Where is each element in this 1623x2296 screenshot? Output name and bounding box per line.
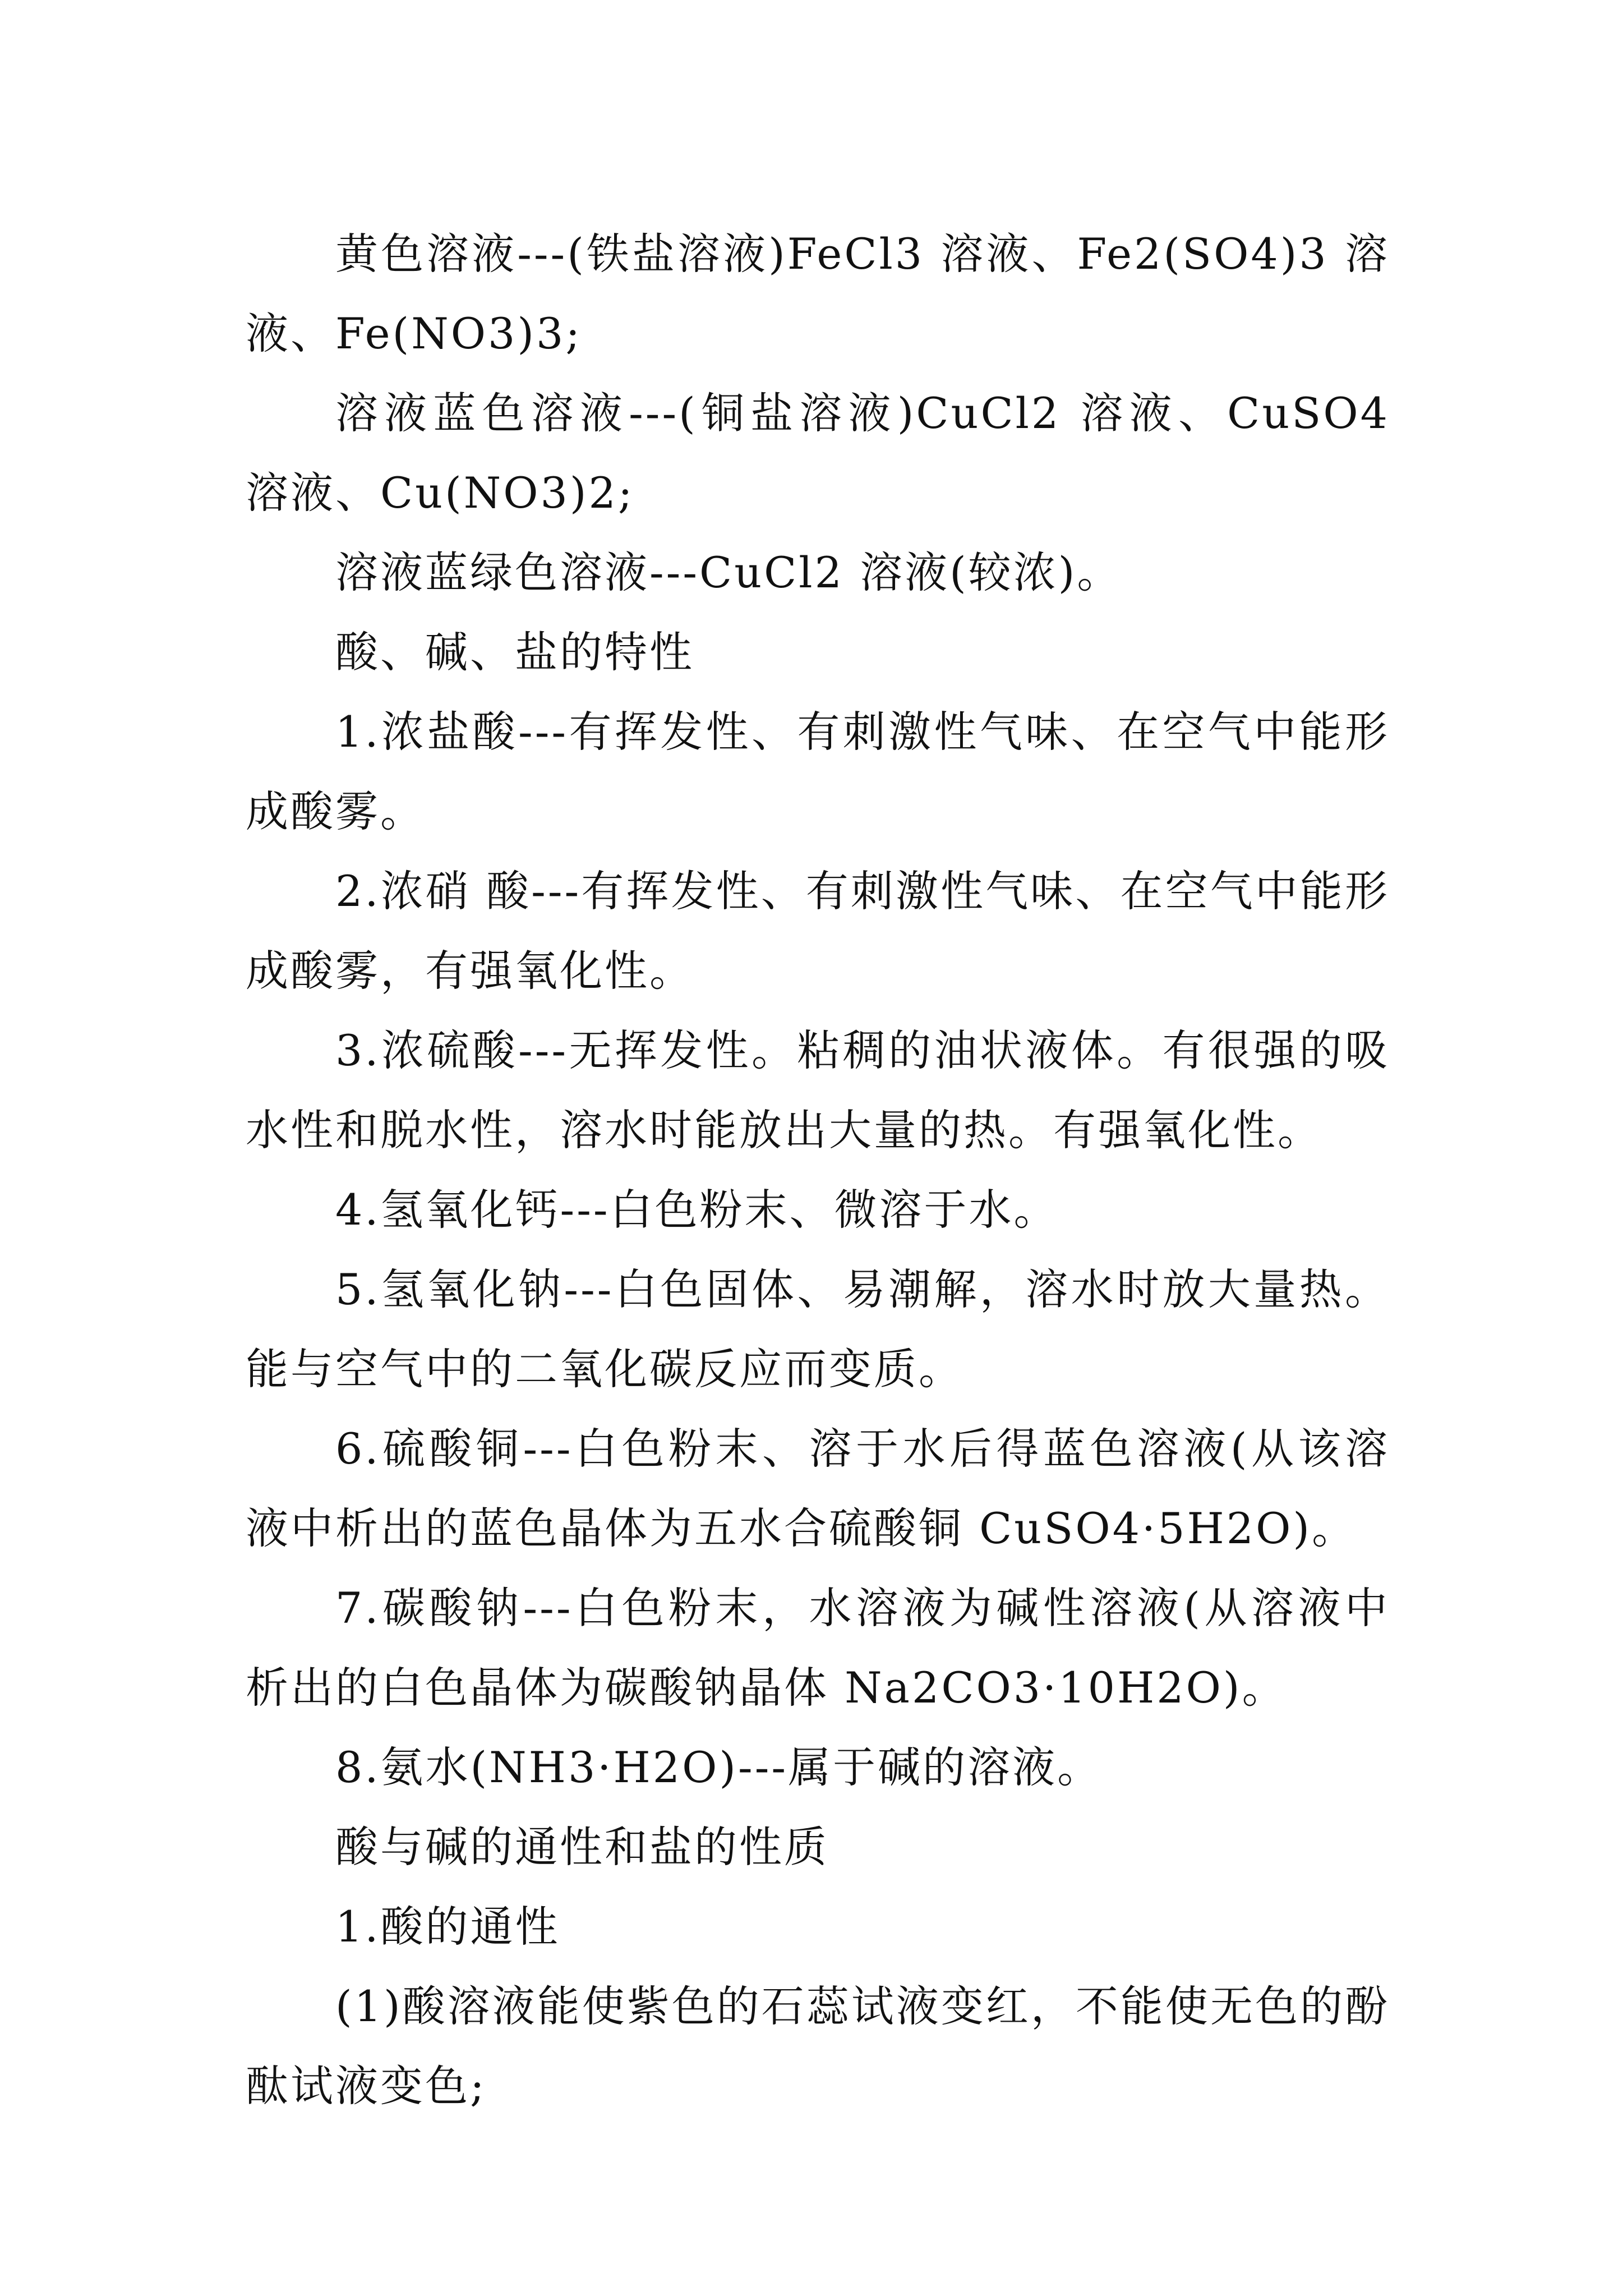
list-item-sulfuric-acid: 3.浓硫酸---无挥发性。粘稠的油状液体。有很强的吸水性和脱水性，溶水时能放出大量的热。有强氧化性。 — [246, 1025, 1390, 1155]
subheading-acid-properties: 1.酸的通性 — [335, 1902, 560, 1952]
list-item-hydrochloric-acid: 1.浓盐酸---有挥发性、有刺激性气味、在空气中能形成酸雾。 — [246, 707, 1390, 836]
document-body — [246, 214, 1390, 2126]
paragraph-blue-solution: 溶液蓝色溶液---(铜盐溶液)CuCl2 溶液、CuSO4 溶液、Cu(NO3)2; — [246, 388, 1390, 518]
list-item-litmus: (1)酸溶液能使紫色的石蕊试液变红，不能使无色的酚酞试液变色; — [246, 1981, 1390, 2111]
paragraph-blue-green-solution: 溶液蓝绿色溶液---CuCl2 溶液(较浓)。 — [335, 547, 1122, 597]
list-item-sodium-carbonate: 7.碳酸钠---白色粉末，水溶液为碱性溶液(从溶液中析出的白色晶体为碳酸钠晶体 Na2CO3·10H2O)。 — [246, 1583, 1390, 1713]
list-item-copper-sulfate: 6.硫酸铜---白色粉末、溶于水后得蓝色溶液(从该溶液中析出的蓝色晶体为五水合硫酸铜 CuSO4·5H2O)。 — [246, 1424, 1390, 1553]
list-item-nitric-acid: 2.浓硝 酸---有挥发性、有刺激性气味、在空气中能形成酸雾，有强氧化性。 — [246, 866, 1390, 996]
list-item-sodium-hydroxide: 5.氢氧化钠---白色固体、易潮解，溶水时放大量热。能与空气中的二氧化碳反应而变质。 — [246, 1264, 1390, 1394]
section-heading-general-properties: 酸与碱的通性和盐的性质 — [335, 1822, 829, 1872]
list-item-ammonia-water: 8.氨水(NH3·H2O)---属于碱的溶液。 — [335, 1742, 1103, 1792]
list-item-calcium-hydroxide: 4.氢氧化钙---白色粉末、微溶于水。 — [335, 1185, 1059, 1235]
section-heading-properties: 酸、碱、盐的特性 — [335, 627, 694, 677]
paragraph-yellow-solution: 黄色溶液---(铁盐溶液)FeCl3 溶液、Fe2(SO4)3 溶液、Fe(NO3)3; — [246, 229, 1390, 358]
